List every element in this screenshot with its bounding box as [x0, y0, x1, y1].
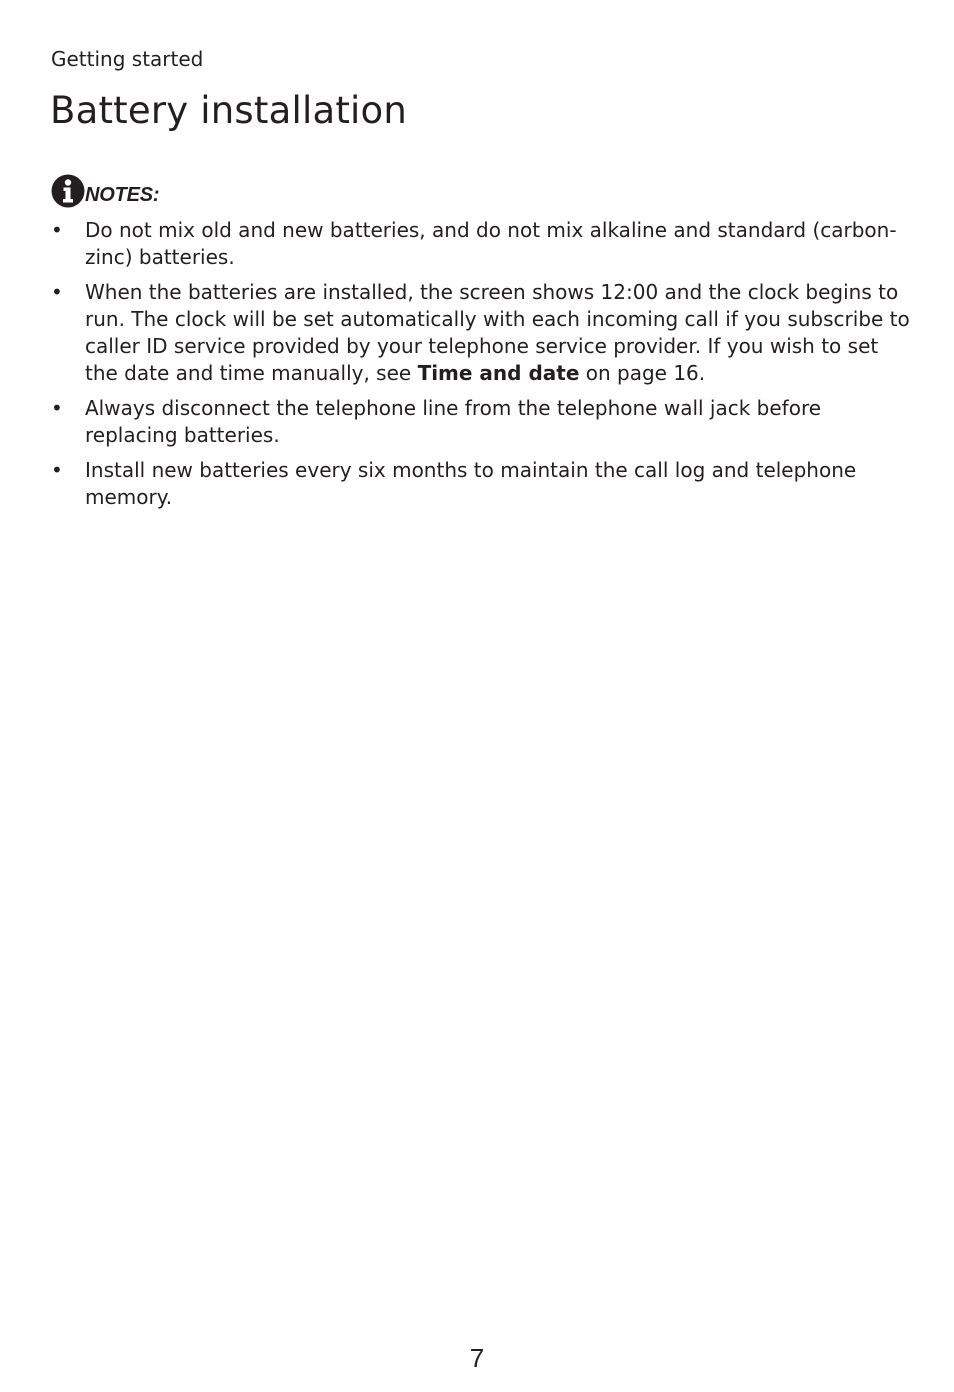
info-icon — [51, 174, 85, 208]
list-item — [51, 217, 911, 271]
bullet: • — [51, 280, 63, 304]
notes-label: NOTES: — [85, 184, 160, 206]
page-number: 7 — [469, 1343, 485, 1373]
list-item — [51, 395, 911, 449]
notes-header — [51, 168, 159, 208]
list-item — [51, 457, 911, 511]
page-title: Battery installation — [50, 89, 407, 132]
note-text-end: on page 16. — [579, 361, 706, 385]
note-text: Do not mix old and new batteries, and do not mix alkaline and standard (carbon-zinc) batteries. — [85, 218, 897, 269]
note-text: Install new batteries every six months to maintain the call log and telephone memory. — [85, 458, 857, 509]
bullet: • — [51, 458, 63, 482]
bullet: • — [51, 218, 63, 242]
bullet: • — [51, 396, 63, 420]
note-text: Always disconnect the telephone line from the telephone wall jack before replacing batteries. — [85, 396, 822, 447]
list-item — [51, 279, 911, 387]
notes-list — [51, 217, 911, 519]
section-label: Getting started — [51, 47, 204, 71]
note-text-start: When the batteries are installed, the screen shows 12:00 and the clock begins to run. The clock will be set automatically with each incoming call if you subscribe to caller ID service provided by your telephone service provider. If you wish to set the date and time manually, see — [85, 280, 910, 385]
note-text — [85, 280, 910, 385]
cross-reference-time-and-date: Time and date — [417, 361, 580, 385]
